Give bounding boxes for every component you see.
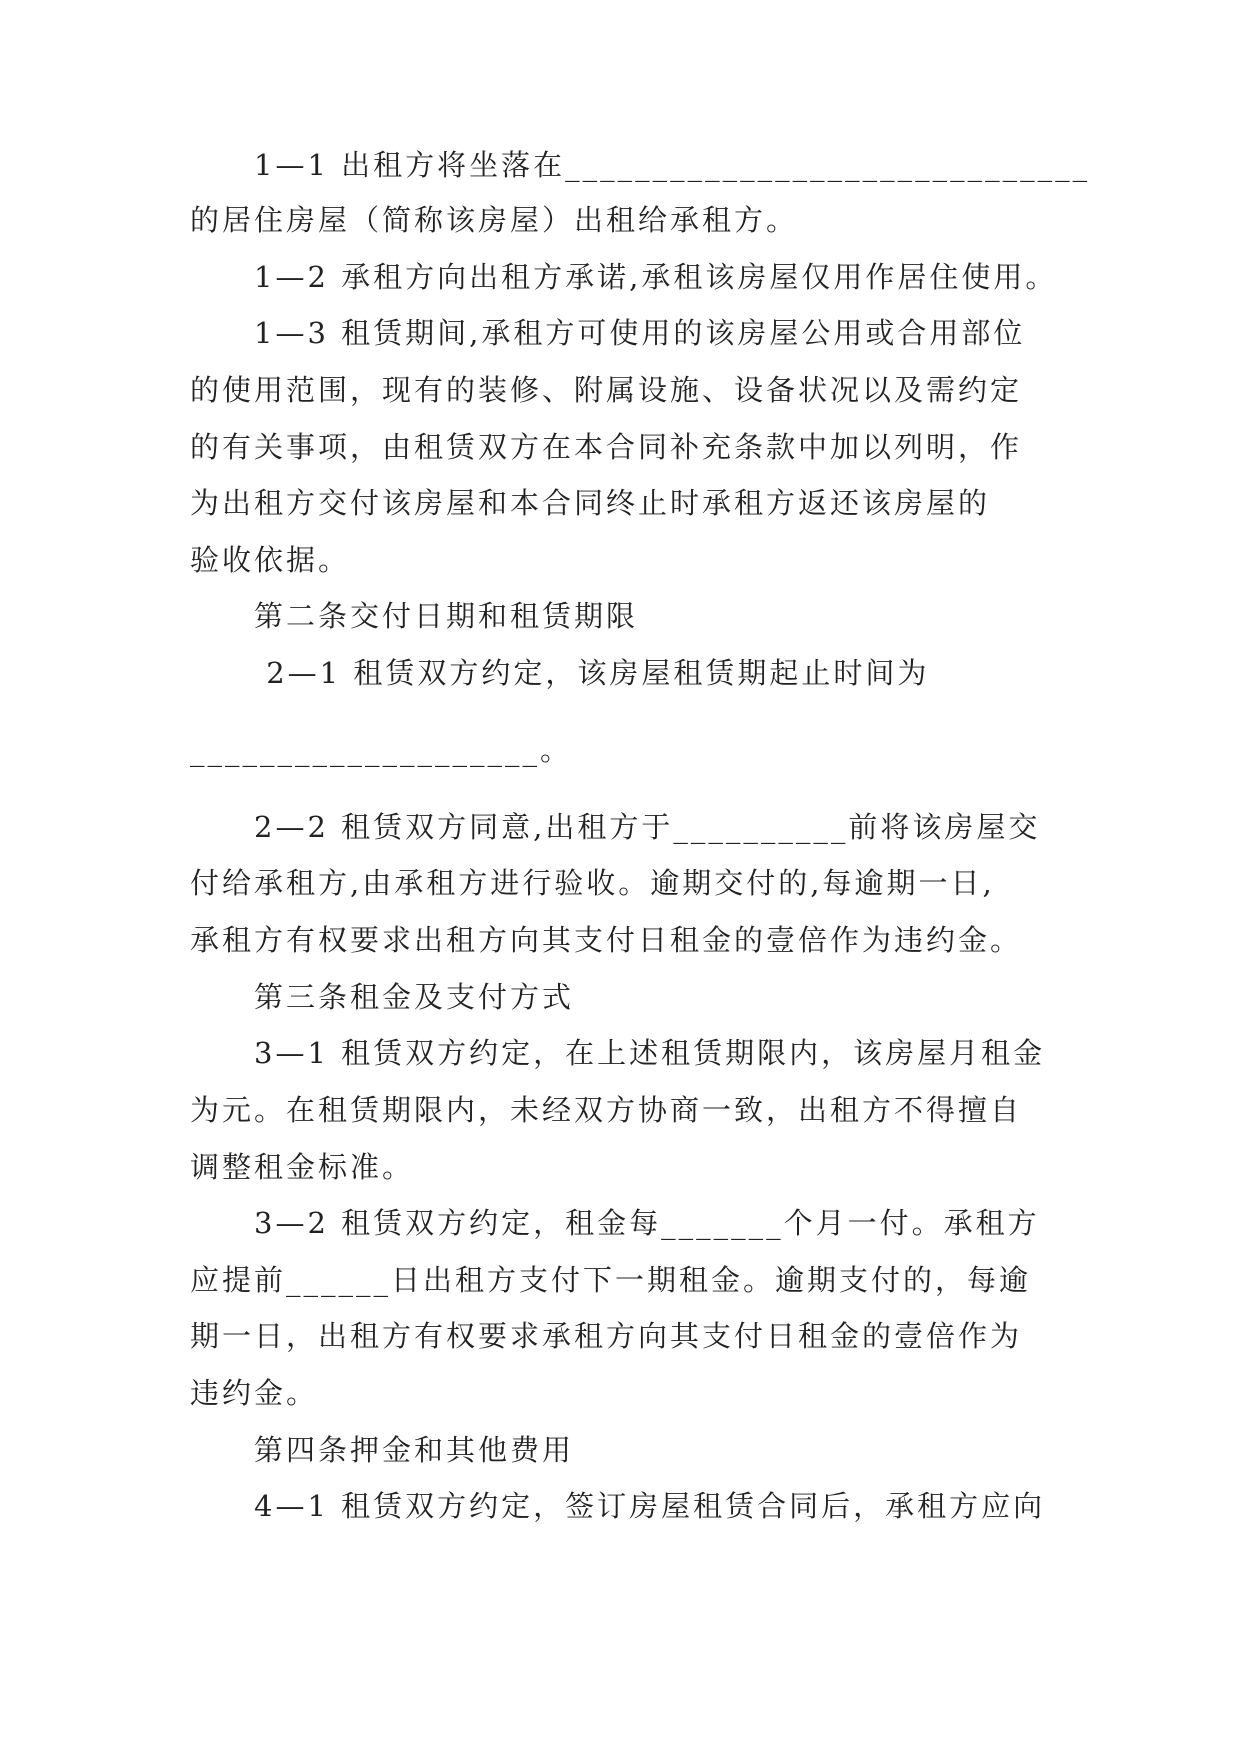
text-line: 2—2 租赁双方同意,出租方于__________前将该房屋交 — [190, 810, 1041, 844]
section-heading: 第二条交付日期和租赁期限 — [190, 599, 639, 633]
text-line: 2—1 租赁双方约定，该房屋租赁期起止时间为 — [190, 656, 930, 690]
section-heading: 第三条租金及支付方式 — [190, 980, 575, 1014]
text-line: 调整租金标准。 — [190, 1150, 415, 1184]
text-line: 期一日，出租方有权要求承租方向其支付日租金的壹倍作为 — [190, 1319, 1023, 1353]
text-line: 1—2 承租方向出租方承诺,承租该房屋仅用作居住使用。 — [190, 260, 1058, 294]
text-line: 承租方有权要求出租方向其支付日租金的壹倍作为违约金。 — [190, 923, 1023, 957]
text-line: 违约金。 — [190, 1376, 319, 1410]
text-line: ____________________。 — [190, 733, 573, 767]
text-line: 4—1 租赁双方约定，签订房屋租赁合同后，承租方应向 — [190, 1489, 1046, 1523]
text-line: 应提前______日出租方支付下一期租金。逾期支付的，每逾 — [190, 1263, 1032, 1297]
text-line: 为元。在租赁期限内，未经双方协商一致，出租方不得擅自 — [190, 1093, 1023, 1127]
text-line: 为出租方交付该房屋和本合同终止时承租方返还该房屋的 — [190, 486, 991, 520]
text-line: 的使用范围，现有的装修、附属设施、设备状况以及需约定 — [190, 373, 1023, 407]
text-line: 的有关事项，由租赁双方在本合同补充条款中加以列明，作 — [190, 430, 1023, 464]
text-line: 1—1 出租方将坐落在______________________________ — [190, 148, 1091, 182]
text-line: 3—1 租赁双方约定，在上述租赁期限内，该房屋月租金 — [190, 1036, 1046, 1070]
text-line: 3—2 租赁双方约定，租金每_______个月一付。承租方 — [190, 1206, 1040, 1240]
text-line: 付给承租方,由承租方进行验收。逾期交付的,每逾期一日, — [190, 866, 995, 900]
section-heading: 第四条押金和其他费用 — [190, 1433, 575, 1467]
text-line: 验收依据。 — [190, 543, 351, 577]
text-line: 1—3 租赁期间,承租方可使用的该房屋公用或合用部位 — [190, 316, 1026, 350]
text-line: 的居住房屋（简称该房屋）出租给承租方。 — [190, 203, 799, 237]
